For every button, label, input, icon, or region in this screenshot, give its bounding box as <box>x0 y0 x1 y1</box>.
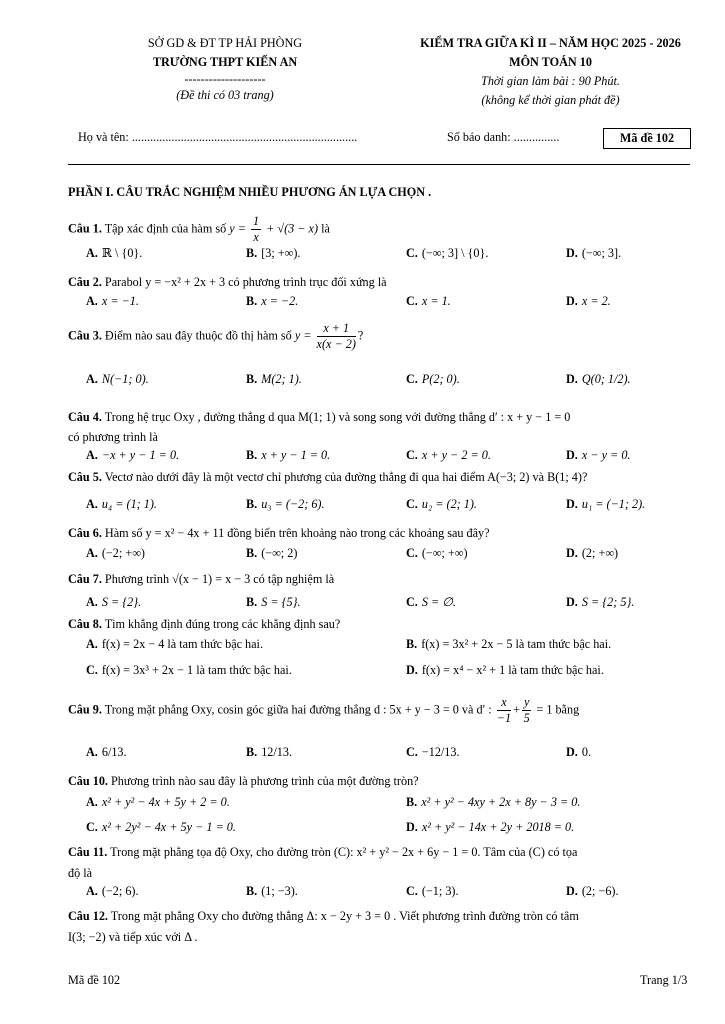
fraction: $\frac{x + 1}{x(x - 2)}$ <box>316 321 356 351</box>
question-3: Câu 3. Điểm nào sau đây thuộc đồ thị hàm số y = $\frac{x + 1}{x(x - 2)}$ ? <box>68 321 364 351</box>
fraction: $\frac{1}{x}$ <box>252 214 260 244</box>
q4-option-c[interactable]: C. x + y − 2 = 0. <box>406 448 491 462</box>
q8-option-a[interactable]: A. f(x) = 2x − 4 là tam thức bậc hai. <box>86 637 263 651</box>
question-4-line2: có phương trình là <box>68 430 158 444</box>
q4-option-b[interactable]: B. x + y − 1 = 0. <box>246 448 331 462</box>
q3-option-a[interactable]: A. N(−1; 0). <box>86 372 149 386</box>
q8-option-b[interactable]: B. f(x) = 3x² + 2x − 5 là tam thức bậc hai. <box>406 637 612 651</box>
school-name: TRƯỜNG THPT KIẾN AN <box>152 55 298 69</box>
q11-option-c[interactable]: C. (−1; 3). <box>406 884 459 898</box>
q1-option-b[interactable]: B. [3; +∞). <box>246 246 301 260</box>
question-2: Câu 2. Parabol y = −x² + 2x + 3 có phương trình trục đối xứng là <box>68 275 387 289</box>
question-11: Câu 11. Trong mặt phẳng tọa độ Oxy, cho đường tròn (C): x² + y² − 2x + 6y − 1 = 0. Tâm của (C) có tọa <box>68 845 578 859</box>
q9-option-a[interactable]: A. 6/13. <box>86 745 127 759</box>
question-12-line2: I(3; −2) và tiếp xúc với Δ . <box>68 930 198 944</box>
q7-option-b[interactable]: B. S = {5}. <box>246 595 301 609</box>
q9-option-d[interactable]: D. 0. <box>566 745 591 759</box>
q8-option-d[interactable]: D. f(x) = x⁴ − x² + 1 là tam thức bậc hai. <box>406 663 604 677</box>
q1-option-a[interactable]: A. ℝ \ {0}. <box>86 246 143 260</box>
q6-option-c[interactable]: C. (−∞; +∞) <box>406 546 468 560</box>
exam-code-box: Mã đề 102 <box>603 128 691 149</box>
q8-option-c[interactable]: C. f(x) = 3x³ + 2x − 1 là tam thức bậc hai. <box>86 663 292 677</box>
q2-option-b[interactable]: B. x = −2. <box>246 294 299 308</box>
pages-note: (Đề thi có 03 trang) <box>176 88 274 102</box>
q10-option-c[interactable]: C. x² + 2y² − 4x + 5y − 1 = 0. <box>86 820 236 834</box>
question-9: Câu 9. Trong mặt phẳng Oxy, cosin góc giữa hai đường thẳng d : 5x + y − 3 = 0 và d′ : $\frac{x}{-1}$ + $\frac{y}{5}$ = 1 bằng <box>68 695 580 725</box>
q6-option-d[interactable]: D. (2; +∞) <box>566 546 619 560</box>
footer-page-number: Trang 1/3 <box>640 973 688 987</box>
q5-option-b[interactable]: B. u₃ = (−2; 6). <box>246 497 325 511</box>
q5-option-a[interactable]: A. u₄ = (1; 1). <box>86 497 157 511</box>
fraction: $\frac{x}{-1}$ <box>496 695 512 725</box>
q5-option-d[interactable]: D. u₁ = (−1; 2). <box>566 497 646 511</box>
dept-name: SỞ GD & ĐT TP HẢI PHÒNG <box>147 36 303 50</box>
header-divider <box>68 164 690 165</box>
question-8: Câu 8. Tìm khẳng định đúng trong các khẳng định sau? <box>68 617 341 631</box>
section-title: PHẦN I. CÂU TRẮC NGHIỆM NHIỀU PHƯƠNG ÁN LỰA CHỌN . <box>68 185 432 199</box>
question-10: Câu 10. Phương trình nào sau đây là phương trình của một đường tròn? <box>68 774 419 788</box>
q3-option-b[interactable]: B. M(2; 1). <box>246 372 302 386</box>
question-1: Câu 1. Tập xác định của hàm số y = $\frac{1}{x}$ + √(3 − x) là <box>68 214 330 244</box>
fraction: $\frac{y}{5}$ <box>523 695 530 725</box>
question-label: Câu 1. <box>68 221 102 236</box>
q4-option-d[interactable]: D. x − y = 0. <box>566 448 631 462</box>
q7-option-d[interactable]: D. S = {2; 5}. <box>566 595 635 609</box>
exam-time: Thời gian làm bài : 90 Phút. <box>481 74 620 88</box>
q10-option-b[interactable]: B. x² + y² − 4xy + 2x + 8y − 3 = 0. <box>406 795 581 809</box>
q11-option-d[interactable]: D. (2; −6). <box>566 884 619 898</box>
q2-option-c[interactable]: C. x = 1. <box>406 294 451 308</box>
question-7: Câu 7. Phương trình √(x − 1) = x − 3 có tập nghiệm là <box>68 572 335 586</box>
time-note: (không kể thời gian phát đề) <box>481 93 620 107</box>
q9-option-c[interactable]: C. −12/13. <box>406 745 460 759</box>
footer-exam-code: Mã đề 102 <box>68 973 121 987</box>
q6-option-b[interactable]: B. (−∞; 2) <box>246 546 298 560</box>
q1-option-d[interactable]: D. (−∞; 3]. <box>566 246 622 260</box>
q11-option-a[interactable]: A. (−2; 6). <box>86 884 139 898</box>
header-dashes: -------------------- <box>184 72 266 86</box>
q3-option-c[interactable]: C. P(2; 0). <box>406 372 460 386</box>
q11-option-b[interactable]: B. (1; −3). <box>246 884 298 898</box>
q2-option-a[interactable]: A. x = −1. <box>86 294 139 308</box>
q5-option-c[interactable]: C. u₂ = (2; 1). <box>406 497 477 511</box>
question-6: Câu 6. Hàm số y = x² − 4x + 11 đồng biến trên khoảng nào trong các khoảng sau đây? <box>68 526 490 540</box>
q3-option-d[interactable]: D. Q(0; 1/2). <box>566 372 631 386</box>
q7-option-a[interactable]: A. S = {2}. <box>86 595 142 609</box>
exam-title: KIỂM TRA GIỮA KÌ II – NĂM HỌC 2025 - 2026 <box>420 36 681 50</box>
question-5: Câu 5. Vectơ nào dưới đây là một vectơ chỉ phương của đường thẳng đi qua hai điểm A(−3; 2) và B(1; 4)? <box>68 470 588 484</box>
student-name-field: Họ và tên: .......................................................................... <box>78 130 358 144</box>
q1-option-c[interactable]: C. (−∞; 3] \ {0}. <box>406 246 489 260</box>
q7-option-c[interactable]: C. S = ∅. <box>406 595 456 609</box>
q9-option-b[interactable]: B. 12/13. <box>246 745 292 759</box>
student-id-field: Số báo danh: ............... <box>447 130 560 144</box>
q10-option-d[interactable]: D. x² + y² − 14x + 2y + 2018 = 0. <box>406 820 575 834</box>
question-4: Câu 4. Trong hệ trục Oxy , đường thẳng d qua M(1; 1) và song song với đường thẳng d′ : x + y − 1 = 0 <box>68 410 571 424</box>
subject: MÔN TOÁN 10 <box>509 55 592 69</box>
q10-option-a[interactable]: A. x² + y² − 4x + 5y + 2 = 0. <box>86 795 230 809</box>
q6-option-a[interactable]: A. (−2; +∞) <box>86 546 145 560</box>
q4-option-a[interactable]: A. −x + y − 1 = 0. <box>86 448 180 462</box>
question-11-line2: độ là <box>68 866 93 880</box>
q2-option-d[interactable]: D. x = 2. <box>566 294 611 308</box>
question-12: Câu 12. Trong mặt phẳng Oxy cho đường thẳng Δ: x − 2y + 3 = 0 . Viết phương trình đường tròn có tâm <box>68 909 579 923</box>
